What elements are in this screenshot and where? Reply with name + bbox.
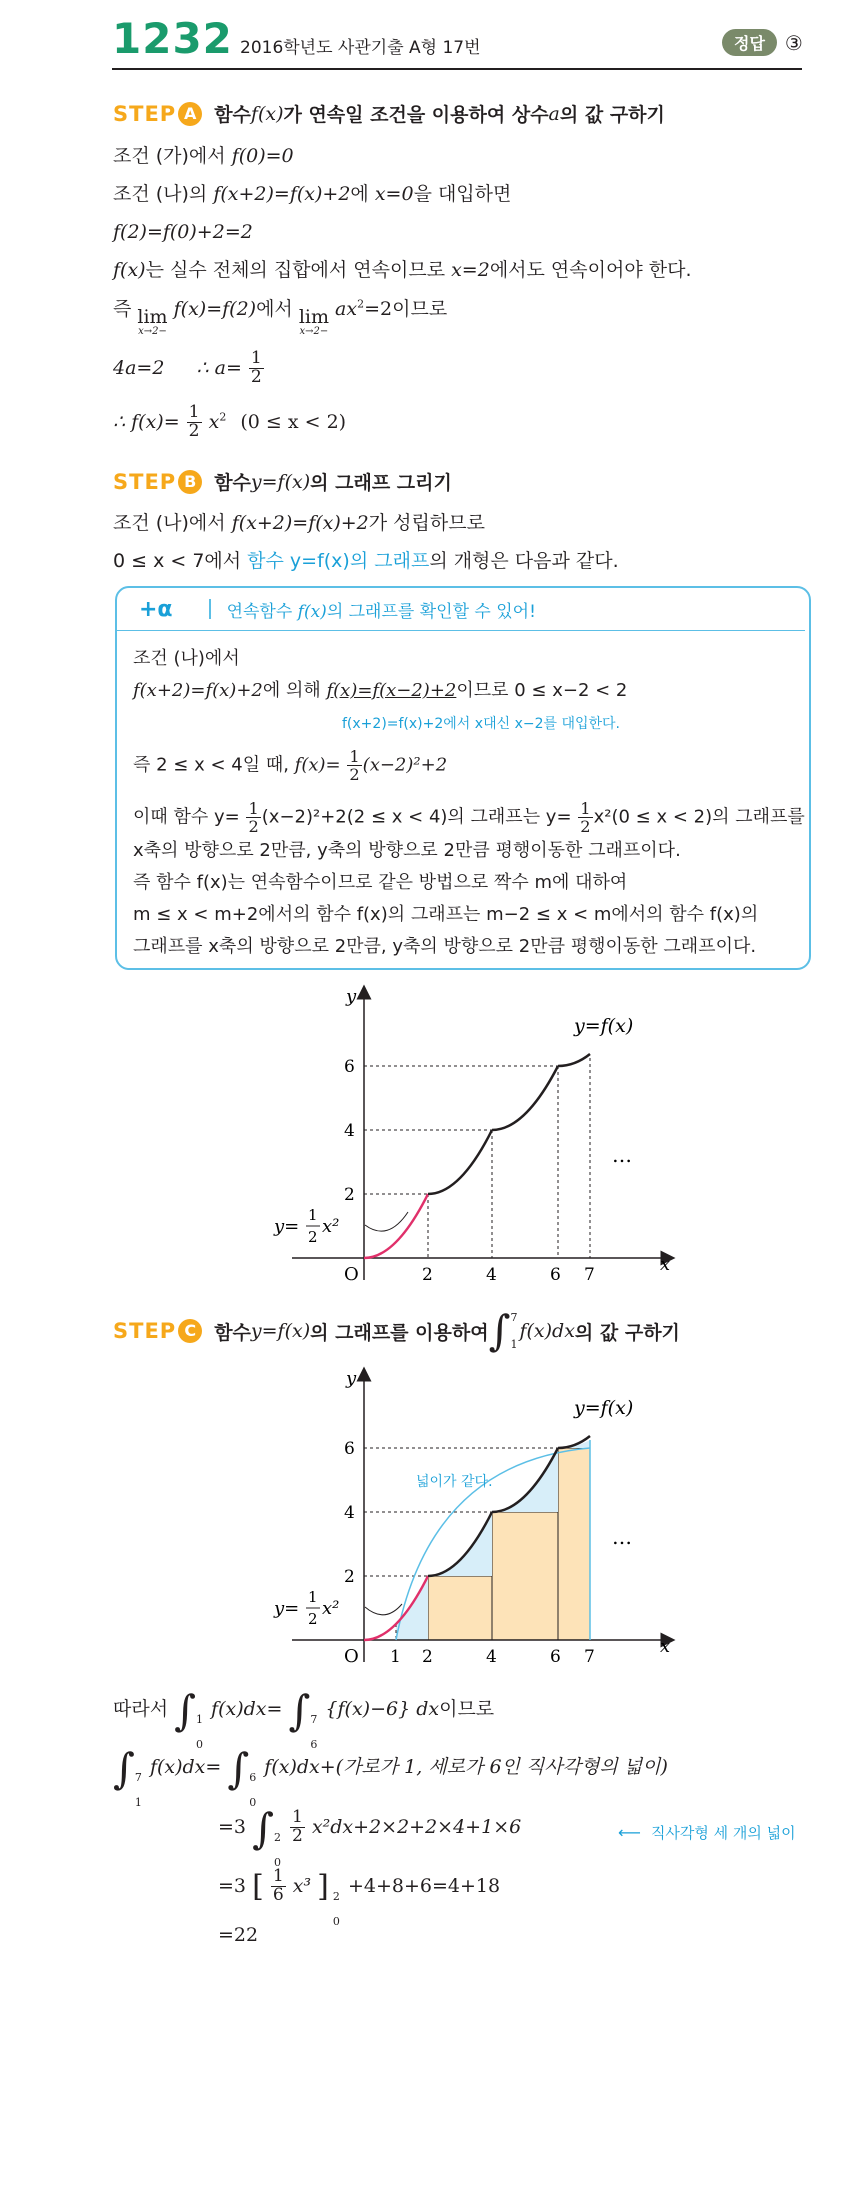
note-hint: f(x+2)=f(x)+2에서 x대신 x−2를 대입한다.	[342, 716, 621, 732]
origin-label: O	[344, 1646, 359, 1667]
note-line-2: f(x+2)=f(x)+2에 의해 f(x)=f(x−2)+2이므로 0 ≤ x−2 < 2	[133, 680, 628, 701]
x-tick-6: 6	[550, 1647, 561, 1667]
x-tick-7: 7	[584, 1647, 595, 1667]
step-a-line-7: ∴ f(x)= $\frac{1}{2}$ $x^2$ (0 ≤ x < 2)	[113, 402, 347, 441]
problem-source: 2016학년도 사관기출 A형 17번	[240, 38, 481, 58]
x-axis-label: x	[660, 1636, 671, 1657]
answer-label: 정답	[722, 29, 777, 56]
curve-segment-4	[558, 1054, 590, 1066]
left-label-x: x²	[322, 1216, 340, 1237]
y-tick-2: 2	[344, 1567, 355, 1587]
step-badge-a: A	[178, 102, 202, 126]
note-line-8: 그래프를 x축의 방향으로 2만큼, y축의 방향으로 2만큼 평행이동한 그래프이다.	[133, 936, 757, 957]
arrow-left-icon: ⟵	[618, 1823, 641, 1842]
problem-number: 1232	[112, 14, 233, 63]
graph-1	[260, 980, 700, 1290]
left-label-num: 1	[308, 1588, 318, 1606]
step-a-heading: STEP A 함수 f(x) 가 연속일 조건을 이용하여 상수 a 의 값 구하기	[113, 101, 665, 126]
x-tick-4: 4	[486, 1265, 497, 1285]
note-line-4: 이때 함수 y= $\frac{1}{2}$ (x−2)²+2(2 ≤ x < 4)의 그래프는 y= $\frac{1}{2}$ x²(0 ≤ x < 2)의 그래프를	[133, 799, 805, 836]
step-b-line-2: 0 ≤ x < 7에서 함수 y=f(x)의 그래프의 개형은 다음과 같다.	[113, 550, 619, 572]
left-label-x: x²	[322, 1598, 340, 1619]
curve-label: y=f(x)	[574, 1015, 634, 1037]
note-line-3: 즉 2 ≤ x < 4일 때, f(x)= $\frac{1}{2}$ (x−2)²+2	[133, 747, 448, 784]
step-a-line-4: f(x)는 실수 전체의 집합에서 연속이므로 x=2에서도 연속이어야 한다.	[113, 259, 692, 281]
y-tick-6: 6	[344, 1057, 355, 1077]
area-between-2	[492, 1448, 558, 1512]
answer-badge	[722, 29, 803, 56]
step-a-line-6: 4a=2 ∴ a= $\frac{1}{2}$	[113, 348, 262, 387]
curve-segment-2	[428, 1130, 492, 1194]
step-a-line-1: 조건 (가)에서 f(0)=0	[113, 145, 294, 167]
step-b-heading: STEP B 함수 y=f(x) 의 그래프 그리기	[113, 469, 452, 494]
y-tick-4: 4	[344, 1121, 355, 1141]
final-line-2: ∫ 7 1 f(x)dx= ∫ 6 0 f(x)dx+(가로가 1, 세로가 6인 직사각형의 넓이)	[113, 1744, 668, 1809]
left-label-den: 2	[308, 1610, 318, 1628]
final-line-5: =22	[218, 1924, 259, 1946]
answer-value: ③	[784, 30, 803, 55]
note-divider	[209, 599, 211, 619]
y-axis-label: y	[346, 1368, 357, 1389]
note-line-6: 즉 함수 f(x)는 연속함수이므로 같은 방법으로 짝수 m에 대하여	[133, 872, 628, 893]
label-arrow	[365, 1604, 402, 1615]
x-tick-4: 4	[486, 1647, 497, 1667]
area-equal-label: 넓이가 같다.	[416, 1474, 493, 1490]
area-between-1	[428, 1512, 492, 1576]
y-tick-4: 4	[344, 1503, 355, 1523]
rect-area-1	[428, 1576, 492, 1640]
step-b-line-1: 조건 (나)에서 f(x+2)=f(x)+2가 성립하므로	[113, 512, 485, 534]
plus-alpha-icon: +α	[139, 596, 173, 622]
y-tick-6: 6	[344, 1439, 355, 1459]
step-a-line-3: f(2)=f(0)+2=2	[113, 221, 253, 243]
curve-label: y=f(x)	[574, 1397, 634, 1419]
left-label-pre: y=	[274, 1598, 300, 1619]
rect-area-3	[558, 1448, 590, 1640]
rect-note-text: 직사각형 세 개의 넓이	[650, 1824, 796, 1842]
origin-label: O	[344, 1264, 359, 1285]
header-divider	[112, 68, 802, 70]
step-label: STEP	[113, 101, 177, 126]
graph-2	[260, 1362, 700, 1672]
step-a-line-2: 조건 (나)의 f(x+2)=f(x)+2에 x=0을 대입하면	[113, 183, 512, 205]
step-a-line-5: 즉 lim x→2− f(x)=f(2)에서 lim x→2− $ax^2=2$이므로	[113, 297, 448, 337]
final-line-4: =3 [ $\frac{1}{6}$ x³ ] 2 0 +4+8+6=4+18	[218, 1866, 501, 1928]
left-label-pre: y=	[274, 1216, 300, 1237]
x-tick-1: 1	[390, 1647, 401, 1667]
x-tick-6: 6	[550, 1265, 561, 1285]
rect-note	[618, 1822, 796, 1843]
x-tick-2: 2	[422, 1265, 433, 1285]
y-axis-label: y	[346, 986, 357, 1007]
step-badge-b: B	[178, 470, 202, 494]
ellipsis: …	[612, 1143, 632, 1167]
x-tick-2: 2	[422, 1647, 433, 1667]
note-title: 연속함수 f(x)의 그래프를 확인할 수 있어!	[226, 601, 536, 622]
left-label-den: 2	[308, 1228, 318, 1246]
ellipsis: …	[612, 1525, 632, 1549]
note-header	[117, 588, 805, 631]
note-line-1: 조건 (나)에서	[133, 648, 240, 669]
final-line-1: 따라서 ∫ 1 0 f(x)dx= ∫ 7 6 {f(x)−6} dx이므로	[113, 1686, 495, 1751]
y-tick-2: 2	[344, 1185, 355, 1205]
x-axis-label: x	[660, 1254, 671, 1275]
note-line-5: x축의 방향으로 2만큼, y축의 방향으로 2만큼 평행이동한 그래프이다.	[133, 840, 681, 861]
note-line-7: m ≤ x < m+2에서의 함수 f(x)의 그래프는 m−2 ≤ x < m에서의 함수 f(x)의	[133, 904, 759, 925]
x-tick-7: 7	[584, 1265, 595, 1285]
curve-segment-3	[492, 1066, 558, 1130]
step-badge-c: C	[178, 1319, 202, 1343]
step-c-heading: STEP C 함수 y=f(x) 의 그래프를 이용하여 ∫ 7 1 f(x)dx 의 값 구하기	[113, 1306, 680, 1355]
label-arrow	[365, 1212, 408, 1231]
final-line-3: =3 ∫ 2 0 $\frac{1}{2}$ x²dx+2×2+2×4+1×6	[218, 1804, 522, 1869]
rect-area-2	[492, 1512, 558, 1640]
left-label-num: 1	[308, 1206, 318, 1224]
